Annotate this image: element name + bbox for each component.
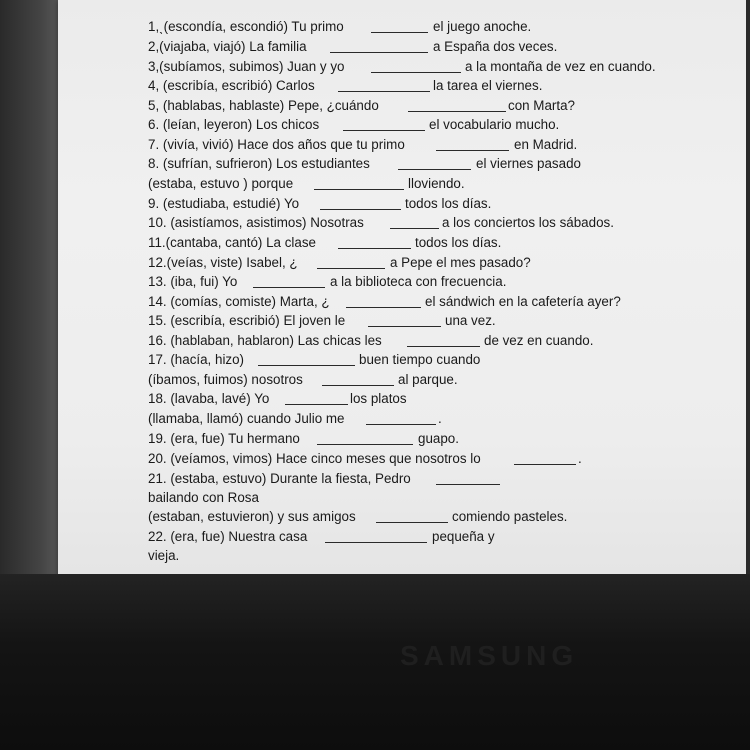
worksheet-line-text: 22. (era, fue) Nuestra casa (148, 529, 308, 544)
answer-blank (314, 189, 404, 190)
answer-blank (338, 248, 411, 249)
worksheet-line-text: . (438, 411, 442, 426)
worksheet-line-text: el juego anoche. (433, 19, 532, 34)
worksheet-line-text: 21. (estaba, estuvo) Durante la fiesta, Pedro (148, 471, 411, 486)
worksheet-line-text: guapo. (418, 431, 459, 446)
worksheet-line-text: (estaban, estuvieron) y sus amigos (148, 509, 356, 524)
worksheet-line-text: 7. (vivía, vivió) Hace dos años que tu primo (148, 137, 405, 152)
worksheet-line-text: comiendo pasteles. (452, 509, 568, 524)
worksheet-line-text: 11.(cantaba, cantó) La clase (148, 235, 316, 250)
worksheet-line-text: a Pepe el mes pasado? (390, 255, 531, 270)
answer-blank (338, 91, 430, 92)
worksheet-line-text: lloviendo. (408, 176, 465, 191)
worksheet-line-text: a los conciertos los sábados. (442, 215, 614, 230)
worksheet-line-text: (llamaba, llamó) cuando Julio me (148, 411, 345, 426)
worksheet-line-text: el vocabulario mucho. (429, 117, 560, 132)
worksheet-line-text: el viernes pasado (476, 156, 581, 171)
answer-blank (408, 111, 506, 112)
worksheet-line-text: 2,(viajaba, viajó) La familia (148, 39, 307, 54)
worksheet-line-text: con Marta? (508, 98, 575, 113)
answer-blank (317, 444, 413, 445)
answer-blank (320, 209, 401, 210)
answer-blank (368, 326, 441, 327)
worksheet-line-text: buen tiempo cuando (359, 352, 481, 367)
worksheet-line-text: 14. (comías, comiste) Marta, ¿ (148, 294, 330, 309)
answer-blank (436, 150, 509, 151)
answer-blank (317, 268, 385, 269)
worksheet-line-text: pequeña y (432, 529, 495, 544)
worksheet-line-text: la tarea el viernes. (433, 78, 543, 93)
worksheet-line-text: 20. (veíamos, vimos) Hace cinco meses que nosotros lo (148, 451, 481, 466)
answer-blank (253, 287, 325, 288)
answer-blank (371, 72, 461, 73)
worksheet-line-text: a la montaña de vez en cuando. (465, 59, 656, 74)
worksheet-line-text: (íbamos, fuimos) nosotros (148, 372, 303, 387)
answer-blank (436, 484, 500, 485)
worksheet-line-text: a la biblioteca con frecuencia. (330, 274, 507, 289)
worksheet-line-text: una vez. (445, 313, 496, 328)
monitor-brand-logo: SAMSUNG (400, 640, 579, 671)
worksheet-line-text: bailando con Rosa (148, 490, 259, 505)
worksheet-line-text: de vez en cuando. (484, 333, 594, 348)
worksheet-line-text: 9. (estudiaba, estudié) Yo (148, 196, 300, 211)
answer-blank (407, 346, 480, 347)
answer-blank (366, 424, 436, 425)
background-left (0, 0, 60, 580)
worksheet-line-text: 19. (era, fue) Tu hermano (148, 431, 300, 446)
answer-blank (371, 32, 428, 33)
answer-blank (330, 52, 428, 53)
answer-blank (322, 385, 394, 386)
worksheet-line-text: 16. (hablaban, hablaron) Las chicas les (148, 333, 382, 348)
monitor-bezel (0, 574, 750, 750)
worksheet-line-text: en Madrid. (514, 137, 578, 152)
worksheet-line-text: todos los días. (415, 235, 502, 250)
answer-blank (376, 522, 448, 523)
worksheet-line-text: todos los días. (405, 196, 492, 211)
background-right (746, 0, 750, 580)
worksheet-line-text: 18. (lavaba, lavé) Yo (148, 391, 270, 406)
worksheet-line-text: 13. (iba, fui) Yo (148, 274, 238, 289)
worksheet-line-text: 5, (hablabas, hablaste) Pepe, ¿cuándo (148, 98, 379, 113)
answer-blank (390, 228, 439, 229)
worksheet-line-text: 17. (hacía, hizo) (148, 352, 245, 367)
worksheet-line-text: 4, (escribía, escribió) Carlos (148, 78, 315, 93)
worksheet-line-text: 10. (asistíamos, asistimos) Nosotras (148, 215, 364, 230)
worksheet-line-text: a España dos veces. (433, 39, 558, 54)
answer-blank (343, 130, 425, 131)
worksheet-line-text: 1,ˎ(escondía, escondió) Tu primo (148, 19, 344, 34)
answer-blank (325, 542, 427, 543)
worksheet-line-text: 6. (leían, leyeron) Los chicos (148, 117, 320, 132)
worksheet-line-text: . (578, 451, 582, 466)
worksheet-line-text: 15. (escribía, escribió) El joven le (148, 313, 346, 328)
worksheet-line-text: 8. (sufrían, sufrieron) Los estudiantes (148, 156, 370, 171)
answer-blank (285, 404, 348, 405)
worksheet-line-text: al parque. (398, 372, 458, 387)
worksheet-line-text: 3,(subíamos, subimos) Juan y yo (148, 59, 345, 74)
worksheet-line-text: 12.(veías, viste) Isabel, ¿ (148, 255, 298, 270)
worksheet-line-text: los platos (350, 391, 407, 406)
answer-blank (398, 169, 471, 170)
worksheet-line-text: (estaba, estuvo ) porque (148, 176, 294, 191)
answer-blank (346, 307, 421, 308)
worksheet-line-text: el sándwich en la cafetería ayer? (425, 294, 621, 309)
worksheet-line-text: vieja. (148, 548, 180, 563)
answer-blank (258, 365, 355, 366)
answer-blank (514, 464, 576, 465)
